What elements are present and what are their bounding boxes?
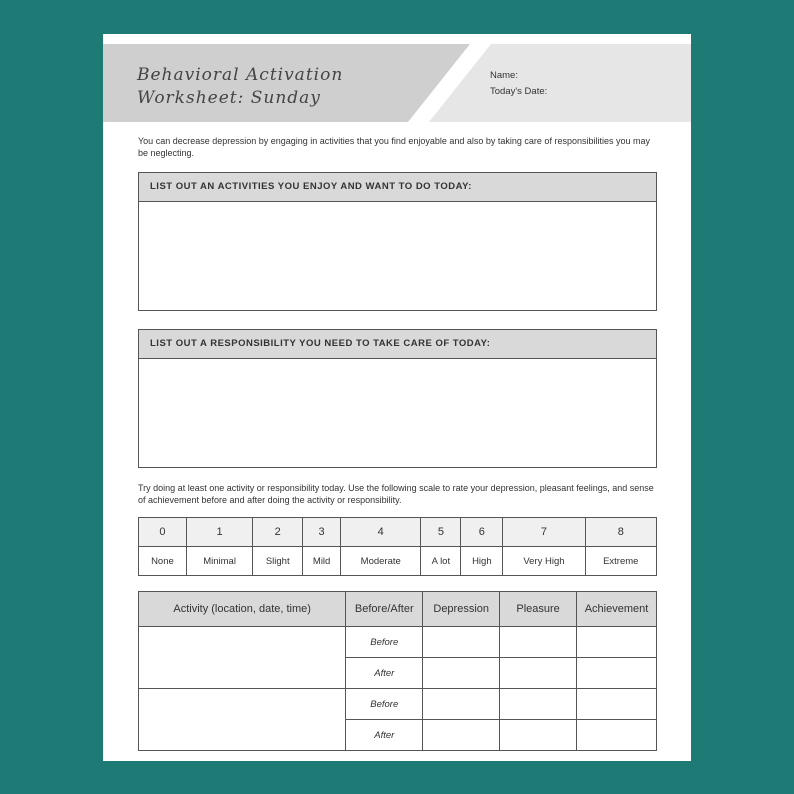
header-achievement: Achievement — [577, 592, 657, 627]
scale-label-row — [139, 547, 657, 576]
achievement-cell[interactable] — [577, 689, 657, 720]
scale-number: 6 — [461, 518, 503, 547]
depression-cell[interactable] — [423, 627, 500, 658]
worksheet-page — [103, 34, 691, 761]
activity-table-header-row — [139, 592, 657, 627]
scale-label: High — [461, 547, 503, 576]
scale-label: Mild — [303, 547, 341, 576]
pleasure-cell[interactable] — [500, 658, 577, 689]
worksheet-title — [137, 64, 343, 110]
scale-number: 5 — [421, 518, 461, 547]
scale-label: None — [139, 547, 187, 576]
depression-cell[interactable] — [423, 720, 500, 751]
header-depression: Depression — [423, 592, 500, 627]
achievement-cell[interactable] — [577, 658, 657, 689]
worksheet-header — [103, 44, 691, 122]
scale-label: Slight — [253, 547, 303, 576]
activity-writing-area[interactable] — [139, 202, 656, 310]
achievement-cell[interactable] — [577, 627, 657, 658]
title-line-2: Worksheet: Sunday — [137, 88, 321, 108]
achievement-cell[interactable] — [577, 720, 657, 751]
responsibility-box-heading: LIST OUT A RESPONSIBILITY YOU NEED TO TAKE CARE OF TODAY: — [139, 330, 656, 359]
name-field-label[interactable]: Name: — [490, 70, 518, 81]
responsibility-writing-area[interactable] — [139, 359, 656, 467]
scale-number: 8 — [585, 518, 656, 547]
pleasure-cell[interactable] — [500, 720, 577, 751]
header-pleasure: Pleasure — [500, 592, 577, 627]
activity-rating-table — [138, 591, 657, 751]
scale-number: 4 — [341, 518, 421, 547]
depression-cell[interactable] — [423, 658, 500, 689]
info-banner-shape — [429, 44, 691, 122]
after-label: After — [346, 658, 423, 689]
depression-cell[interactable] — [423, 689, 500, 720]
scale-label: Moderate — [341, 547, 421, 576]
header-before-after: Before/After — [346, 592, 423, 627]
scale-number: 2 — [253, 518, 303, 547]
scale-number: 1 — [186, 518, 252, 547]
before-label: Before — [346, 627, 423, 658]
activity-box — [138, 172, 657, 311]
scale-number-row — [139, 518, 657, 547]
scale-number: 7 — [503, 518, 585, 547]
rating-scale-table — [138, 517, 657, 576]
scale-label: Minimal — [186, 547, 252, 576]
header-fields — [490, 68, 547, 100]
scale-label: A lot — [421, 547, 461, 576]
title-line-1: Behavioral Activation — [137, 65, 344, 85]
pleasure-cell[interactable] — [500, 627, 577, 658]
scale-number: 3 — [303, 518, 341, 547]
scale-label: Very High — [503, 547, 585, 576]
activity-cell[interactable] — [139, 627, 346, 689]
date-field-label[interactable]: Today's Date: — [490, 86, 548, 97]
instructions-text: Try doing at least one activity or responsibility today. Use the following scale to rate your depression, pleasant feelings, and sense of achievement before and after doing the activity or responsibility. — [138, 483, 654, 505]
table-row — [139, 689, 657, 720]
table-row — [139, 627, 657, 658]
header-activity: Activity (location, date, time) — [139, 592, 346, 627]
activity-cell[interactable] — [139, 689, 346, 751]
scale-number: 0 — [139, 518, 187, 547]
after-label: After — [346, 720, 423, 751]
scale-label: Extreme — [585, 547, 656, 576]
pleasure-cell[interactable] — [500, 689, 577, 720]
before-label: Before — [346, 689, 423, 720]
responsibility-box — [138, 329, 657, 468]
intro-text: You can decrease depression by engaging in activities that you find enjoyable and also by taking care of responsibilities you may be neglecting. — [138, 136, 650, 158]
activity-box-heading: LIST OUT AN ACTIVITIES YOU ENJOY AND WANT TO DO TODAY: — [139, 173, 656, 202]
